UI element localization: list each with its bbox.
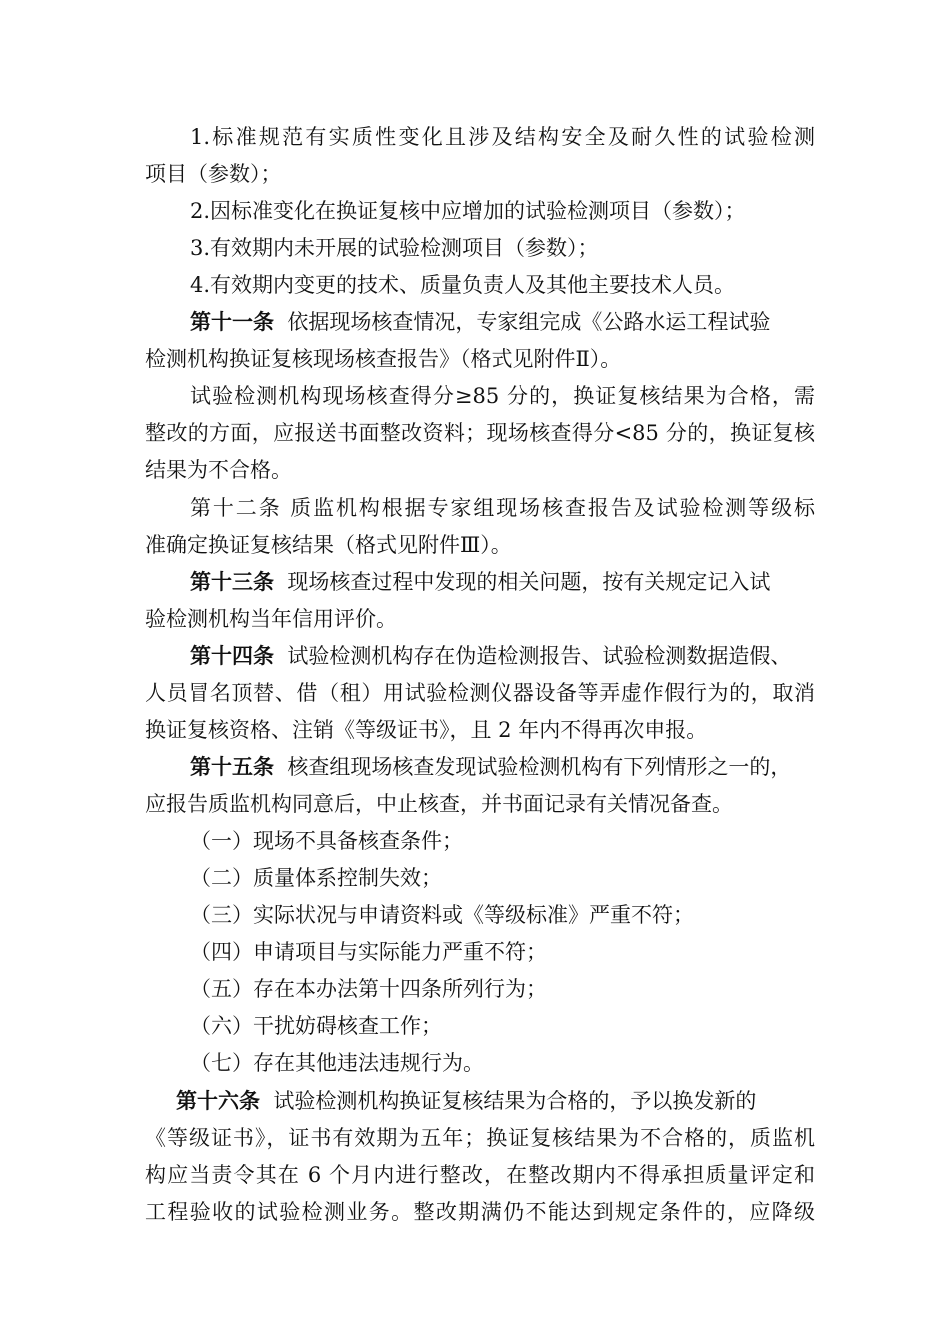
article-13-heading: 第十三条 — [190, 569, 274, 594]
article-15-line-2: 应报告质监机构同意后，中止核查，并书面记录有关情况备查。 — [145, 792, 733, 816]
article-14-line-1 — [190, 642, 815, 670]
article-15-text: 核查组现场核查发现试验检测机构有下列情形之一的， — [287, 755, 792, 779]
item-4: 4.有效期内变更的技术、质量负责人及其他主要技术人员。 — [190, 273, 736, 297]
score-paragraph-line-3: 结果为不合格。 — [145, 458, 292, 482]
case-6: （六）干扰妨碍核查工作； — [190, 1014, 442, 1038]
article-16-line-2: 《等级证书》，证书有效期为五年；换证复核结果为不合格的，质监机 — [145, 1126, 815, 1150]
article-14-line-3: 换证复核资格、注销《等级证书》，且 2 年内不得再次申报。 — [145, 718, 708, 742]
item-3: 3.有效期内未开展的试验检测项目（参数）； — [190, 236, 599, 260]
article-12-line-1: 第十二条 质监机构根据专家组现场核查报告及试验检测等级标 — [190, 496, 815, 520]
article-14-text: 试验检测机构存在伪造检测报告、试验检测数据造假、 — [287, 644, 792, 668]
article-16-heading: 第十六条 — [176, 1088, 260, 1113]
article-13-text: 现场核查过程中发现的相关问题，按有关规定记入试 — [287, 570, 771, 594]
score-paragraph-line-1: 试验检测机构现场核查得分≥85 分的，换证复核结果为合格，需 — [190, 384, 815, 408]
score-paragraph-line-2: 整改的方面，应报送书面整改资料；现场核查得分<85 分的，换证复核 — [145, 421, 815, 445]
case-3: （三）实际状况与申请资料或《等级标准》严重不符； — [190, 903, 694, 927]
article-13-line-2: 验检测机构当年信用评价。 — [145, 607, 397, 631]
article-13-line-1 — [190, 568, 815, 596]
case-5: （五）存在本办法第十四条所列行为； — [190, 977, 547, 1001]
article-16-line-4: 工程验收的试验检测业务。整改期满仍不能达到规定条件的，应降级 — [145, 1200, 815, 1224]
article-12-line-2: 准确定换证复核结果（格式见附件Ⅲ）。 — [145, 533, 512, 557]
article-16-line-1 — [176, 1087, 815, 1115]
article-11-heading: 第十一条 — [190, 309, 274, 334]
article-16-text: 试验检测机构换证复核结果为合格的，予以换发新的 — [273, 1089, 757, 1113]
case-1: （一）现场不具备核查条件； — [190, 829, 463, 853]
article-11-line-2: 检测机构换证复核现场核查报告》（格式见附件Ⅱ）。 — [145, 347, 622, 371]
item-2: 2.因标准变化在换证复核中应增加的试验检测项目（参数）； — [190, 199, 746, 223]
item-1-line-2: 项目（参数）； — [145, 162, 282, 186]
case-4: （四）申请项目与实际能力严重不符； — [190, 940, 547, 964]
article-11-line-1 — [190, 308, 815, 336]
article-15-line-1 — [190, 753, 815, 781]
article-16-line-3: 构应当责令其在 6 个月内进行整改，在整改期内不得承担质量评定和 — [145, 1163, 815, 1187]
article-14-line-2: 人员冒名顶替、借（租）用试验检测仪器设备等弄虚作假行为的，取消 — [145, 681, 815, 705]
case-7: （七）存在其他违法违规行为。 — [190, 1051, 484, 1075]
item-1-line-1: 1.标准规范有实质性变化且涉及结构安全及耐久性的试验检测 — [190, 125, 815, 149]
article-14-heading: 第十四条 — [190, 643, 274, 668]
article-11-text: 依据现场核查情况，专家组完成《公路水运工程试验 — [287, 310, 771, 334]
article-15-heading: 第十五条 — [190, 754, 274, 779]
case-2: （二）质量体系控制失效； — [190, 866, 442, 890]
